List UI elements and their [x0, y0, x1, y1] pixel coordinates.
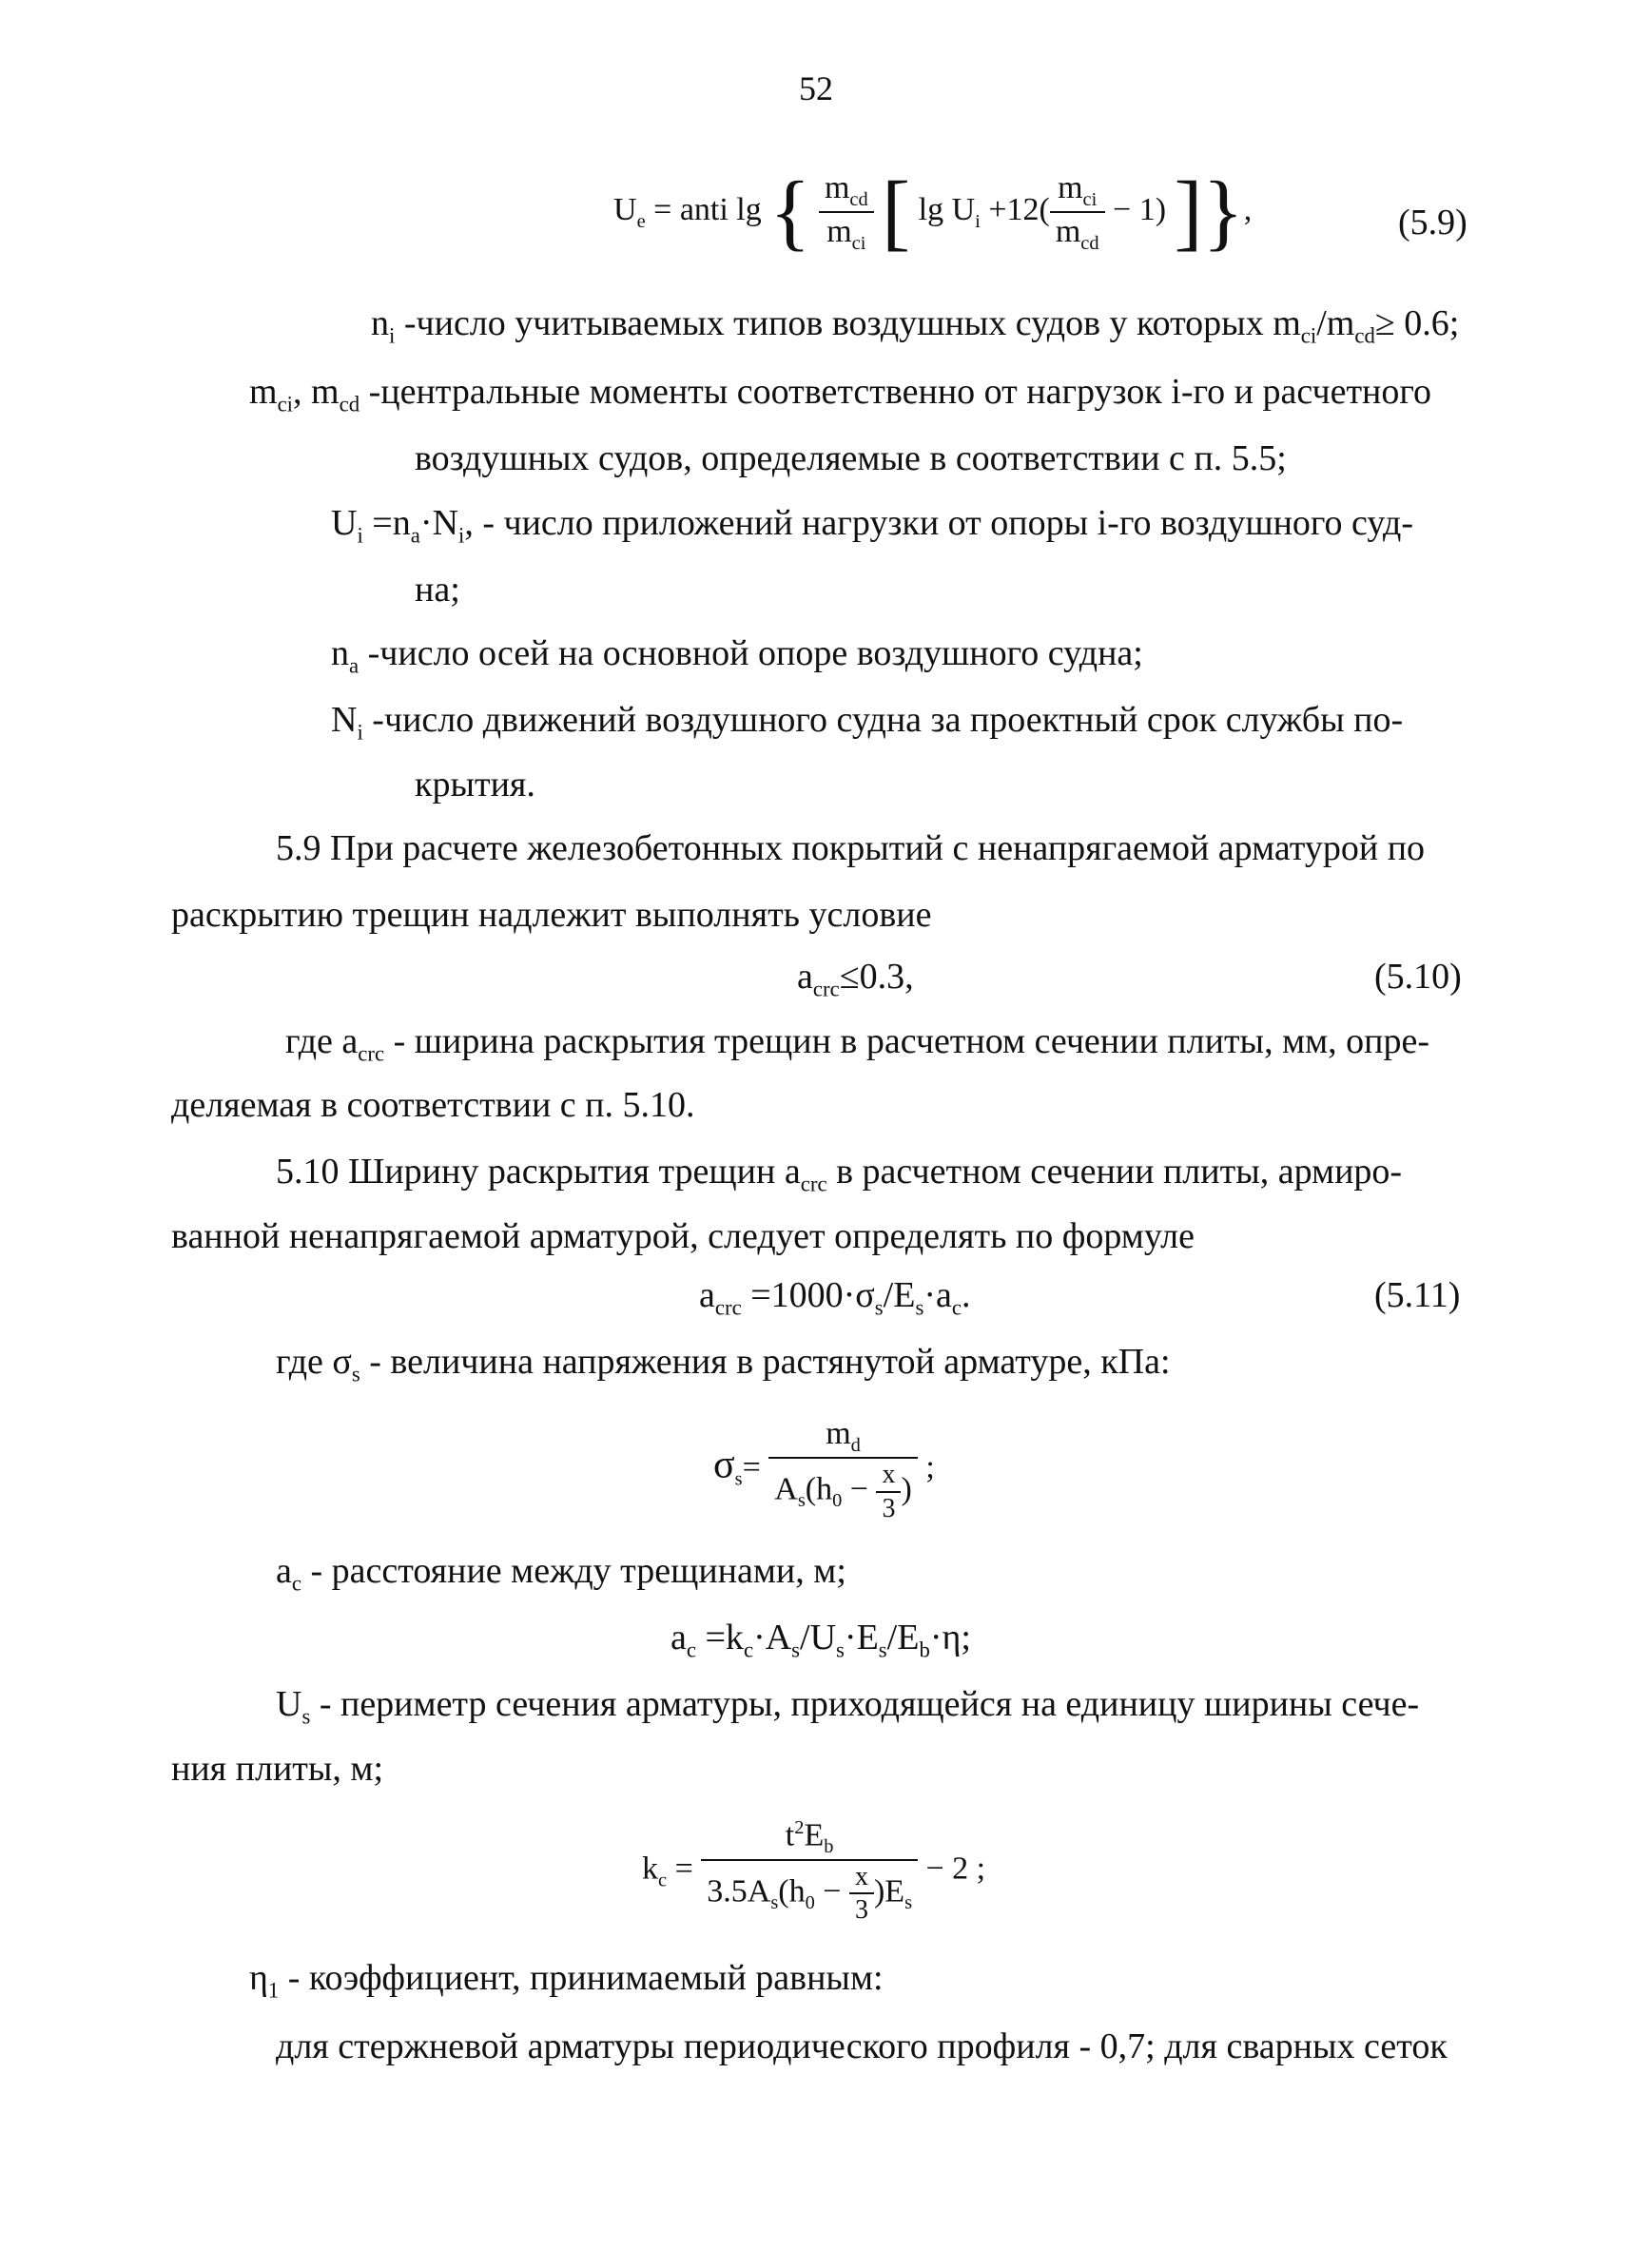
def-ac: $a_c$ - расстояние между трещинами, м;: [276, 1551, 846, 1596]
para-5-10-line2: ванной ненапрягаемой арматурой, следует определять по формуле: [171, 1216, 1195, 1256]
para-5-9-line2: раскрытию трещин надлежит выполнять условие: [171, 895, 932, 935]
formula-5-9-number: (5.9): [1398, 203, 1467, 242]
def-ui: $U_i =n_a\cdot N_i$, - число приложений нагрузки от опоры i-го воздушного суд-: [331, 503, 1414, 548]
f59-frac2: $\frac{m_{ci}}{m_{cd}}$: [1050, 169, 1105, 256]
ac-formula: $a_c =k_c\cdot A_s/U_s\cdot E_s/E_b\cdot\eta$;: [671, 1618, 971, 1662]
formula-5-10-number: (5.10): [1374, 957, 1462, 997]
def-ni-count: $n_i$ -число учитываемых типов воздушных судов у которых $m_{ci}/m_{cd}\ge 0.6$;: [371, 303, 1460, 348]
f59-right-brace: }: [1202, 165, 1244, 260]
f59-frac1: $\frac{m_{cd}}{m_{ci}}$: [819, 169, 874, 256]
sigma-frac: $m_d$ $A_s(h_0$ − $\frac{x}{3}$ ): [768, 1415, 918, 1524]
page-number: 52: [799, 69, 833, 107]
formula-5-9: [613, 165, 1253, 260]
kc-formula: $k_c$ = $t^2E_b$ $3.5A_s(h_0$ − $\frac{x}{3}$ )$E_s$ − 2 ;: [642, 1817, 986, 1926]
formula-5-10: $a_{crc}\le 0.3$,: [797, 957, 914, 1001]
f59-lg: $\lg U_i$: [918, 192, 981, 232]
para-5-9-line1: 5.9 При расчете железобетонных покрытий с ненапрягаемой арматурой по: [276, 828, 1426, 868]
f59-comma: ,: [1243, 192, 1253, 228]
sigma-formula: $\sigma_s=$ $m_d$ $A_s(h_0$ − $\frac{x}{3}$ ) ;: [713, 1416, 935, 1523]
def-us: $U_s$ - периметр сечения арматуры, приходящейся на единицу ширины сече-: [276, 1684, 1420, 1729]
def-Ni-line2: крытия.: [415, 765, 535, 804]
def-Ni: $N_i$ -число движений воздушного судна за проектный срок службы по-: [331, 700, 1404, 745]
def-na: $n_a$ -число осей на основной опоре воздушного судна;: [331, 633, 1143, 678]
f59-right-bracket: ]: [1174, 165, 1203, 260]
f59-func: anti lg: [679, 192, 762, 228]
para-5-10-line1: 5.10 Ширину раскрытия трещин $a_{crc}$ в расчетном сечении плиты, армиро-: [276, 1152, 1403, 1196]
def-ui-line2: на;: [415, 570, 460, 610]
def-us-line2: ния плиты, м;: [171, 1749, 384, 1789]
f59-minus: − 1): [1113, 192, 1167, 228]
def-mci-line2: воздушных судов, определяемые в соответствии с п. 5.5;: [415, 438, 1287, 478]
f59-eq: =: [653, 192, 672, 228]
def-mci: $m_{ci}$, $m_{cd}$ -центральные моменты соответственно от нагрузок i-го и расчетного: [249, 372, 1432, 417]
f59-left-bracket: [: [882, 165, 911, 260]
last-line: для стержневой арматуры периодического профиля - 0,7; для сварных сеток: [276, 2026, 1448, 2066]
formula-5-11-number: (5.11): [1374, 1275, 1461, 1315]
f59-left-brace: {: [769, 165, 811, 260]
f59-lhs: $U_e$: [613, 192, 646, 232]
formula-5-11: $a_{crc} =1000\cdot\sigma_s/E_s\cdot a_c$.: [699, 1275, 971, 1320]
where-acrc-line2: деляемая в соответствии с п. 5.10.: [171, 1085, 695, 1125]
where-acrc: где $a_{crc}$ - ширина раскрытия трещин в расчетном сечении плиты, мм, опре-: [285, 1021, 1430, 1066]
kc-frac: $t^2E_b$ $3.5A_s(h_0$ − $\frac{x}{3}$ )$E_s$: [701, 1816, 918, 1927]
where-sigma: где $\sigma_s$ - величина напряжения в растянутой арматуре, кПа:: [276, 1342, 1171, 1386]
def-eta: $\eta_1$ - коэффициент, принимаемый равным:: [249, 1958, 884, 2003]
f59-plus: +12(: [988, 192, 1050, 228]
